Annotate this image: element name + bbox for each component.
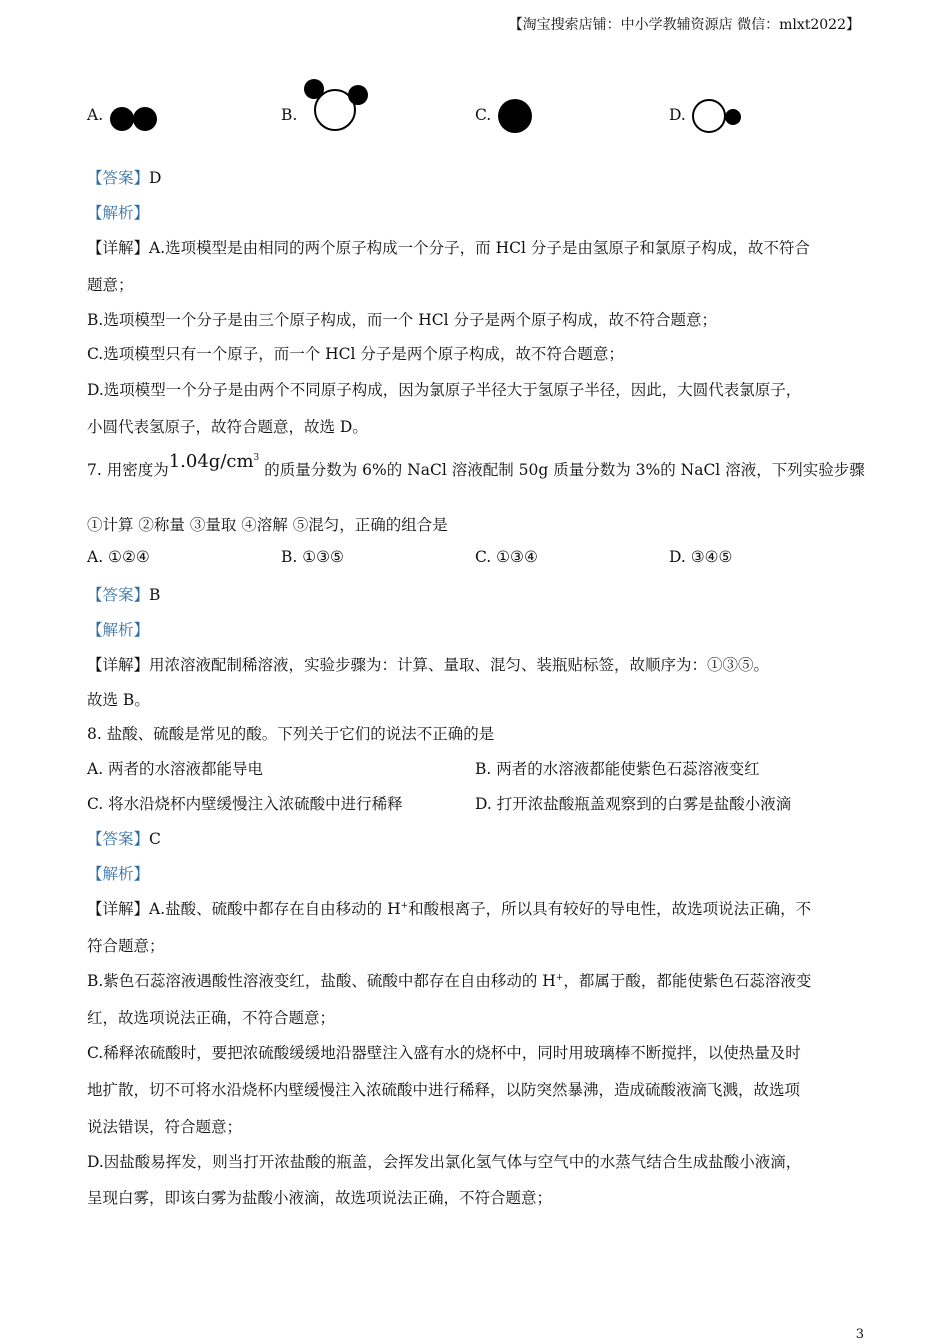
q8-option-d: D. 打开浓盐酸瓶盖观察到的白雾是盐酸小液滴: [475, 795, 792, 813]
option-c-atom-icon: [496, 98, 536, 136]
q8-detail-line: B.紫色石蕊溶液遇酸性溶液变红，盐酸、硫酸中都存在自由移动的 H+，都属于酸，都能使紫色石蕊溶液变: [87, 972, 812, 990]
q7-stem: 7. 用密度为$1.04g/cm^3$ 的质量分数为 6%的 NaCl 溶液配制 50g 质量分数为 3%的 NaCl 溶液，下列实验步骤: [87, 451, 865, 479]
density-value: $1.04g/cm^3$: [168, 451, 260, 472]
page-number: 3: [855, 1327, 864, 1342]
q8-option-b: B. 两者的水溶液都能使紫色石蕊溶液变红: [475, 760, 760, 778]
q7-steps: ①计算 ②称量 ③量取 ④溶解 ⑤混匀，正确的组合是: [87, 516, 448, 534]
q8-detail-line: 红，故选项说法正确，不符合题意；: [87, 1009, 336, 1027]
option-c-label: C.: [475, 106, 492, 124]
q7-detail: 【详解】用浓溶液配制稀溶液，实验步骤为：计算、量取、混匀、装瓶贴标签，故顺序为：①③⑤。: [87, 656, 770, 674]
q8-detail-line: C.稀释浓硫酸时，要把浓硫酸缓缓地沿器壁注入盛有水的烧杯中，同时用玻璃棒不断搅拌，以使热量及时: [87, 1044, 801, 1062]
q6-analysis-tag: 【解析】: [87, 204, 150, 222]
q6-detail-line: 【详解】A.选项模型是由相同的两个原子构成一个分子，而 HCl 分子是由氢原子和氯原子构成，故不符合: [87, 239, 810, 257]
q7-answer: 【答案】B: [87, 586, 161, 604]
q7-option-a: A. ①②④: [87, 548, 150, 566]
q8-analysis-tag: 【解析】: [87, 865, 150, 883]
q6-answer: 【答案】D: [87, 169, 162, 187]
option-d-label: D.: [669, 106, 686, 124]
q8-detail-line: 地扩散，切不可将水沿烧杯内壁缓慢注入浓硫酸中进行稀释，以防突然暴沸，造成硫酸液滴飞溅，故选项: [87, 1081, 801, 1099]
q7-option-b: B. ①③⑤: [281, 548, 344, 566]
q7-analysis-tag: 【解析】: [87, 621, 150, 639]
q6-detail-line: 题意；: [87, 276, 134, 294]
q8-option-a: A. 两者的水溶液都能导电: [87, 760, 264, 778]
q7-option-d: D. ③④⑤: [669, 548, 733, 566]
q8-option-c: C. 将水沿烧杯内壁缓慢注入浓硫酸中进行稀释: [87, 795, 403, 813]
q8-detail-line: D.因盐酸易挥发，则当打开浓盐酸的瓶盖，会挥发出氯化氢气体与空气中的水蒸气结合生成盐酸小液滴，: [87, 1153, 802, 1171]
q6-detail-line: C.选项模型只有一个原子，而一个 HCl 分子是两个原子构成，故不符合题意；: [87, 345, 624, 363]
q6-detail-line: D.选项模型一个分子是由两个不同原子构成，因为氯原子半径大于氢原子半径，因此，大圆代表氯原子，: [87, 381, 802, 399]
q8-detail-line: 【详解】A.盐酸、硫酸中都存在自由移动的 H+和酸根离子，所以具有较好的导电性，故选项说法正确，不: [87, 900, 812, 918]
option-a-label: A.: [87, 106, 104, 124]
q6-detail-line: 小圆代表氢原子，故符合题意，故选 D。: [87, 418, 368, 436]
option-d-molecule-icon: [690, 98, 746, 136]
q7-option-c: C. ①③④: [475, 548, 538, 566]
q8-detail-line: 说法错误，符合题意；: [87, 1118, 243, 1136]
molecule-options: [0, 78, 950, 138]
q8-answer: 【答案】C: [87, 830, 161, 848]
q6-detail-line: B.选项模型一个分子是由三个原子构成，而一个 HCl 分子是两个原子构成，故不符合题意；: [87, 311, 718, 329]
page-header: 【淘宝搜索店铺：中小学教辅资源店 微信：mlxt2022】: [508, 17, 860, 33]
q7-conclusion: 故选 B。: [87, 691, 150, 709]
q8-stem: 8. 盐酸、硫酸是常见的酸。下列关于它们的说法不正确的是: [87, 725, 495, 743]
option-a-molecule-icon: [108, 104, 162, 134]
option-b-molecule-icon: [302, 78, 372, 136]
q8-detail-line: 符合题意；: [87, 937, 165, 955]
q8-detail-line: 呈现白雾，即该白雾为盐酸小液滴，故选项说法正确，不符合题意；: [87, 1189, 553, 1207]
option-b-label: B.: [281, 106, 298, 124]
